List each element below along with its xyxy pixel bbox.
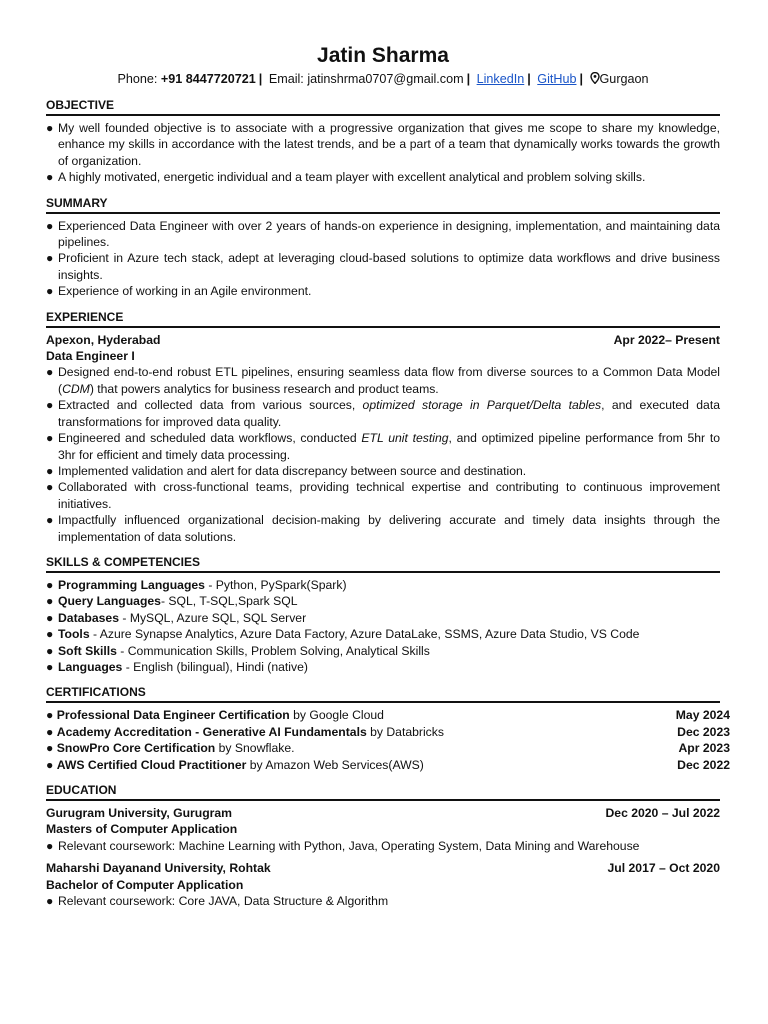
certification-name: AWS Certified Cloud Practitioner: [56, 757, 247, 772]
bullet: ●: [46, 741, 54, 756]
item-emphasis: ETL unit testing: [361, 431, 449, 446]
skill-item: [46, 626, 720, 642]
skill-text: - Python, PySpark(Spark): [204, 577, 347, 592]
coursework: Relevant coursework: Machine Learning with Python, Java, Operating System, Data Mining and Warehouse: [58, 838, 640, 853]
candidate-name: Jatin Sharma: [317, 44, 449, 67]
school: Maharshi Dayanand University, Rohtak: [46, 861, 271, 876]
section-title: OBJECTIVE: [46, 98, 720, 116]
email-address: jatinshrma0707@gmail.com: [307, 72, 464, 86]
item-text: , and optimized pipeline performance from 5hr to 3hr for efficient and timely data processing.: [58, 431, 720, 462]
item-text: , and executed data transformations for improved data quality.: [58, 398, 720, 429]
skill-item: [46, 643, 720, 659]
bullet: ●: [46, 463, 54, 478]
list-item: [46, 463, 720, 479]
list-item: [46, 397, 720, 430]
item-text: Collaborated with cross-functional teams, providing technical expertise and contributing to continuous improvement initiatives.: [58, 480, 720, 511]
item-text: Designed end-to-end robust ETL pipelines, ensuring seamless data flow from diverse sources to a Common Data Model (: [58, 365, 720, 396]
list-item: [46, 479, 720, 512]
separator: |: [579, 72, 584, 86]
skill-item: [46, 610, 720, 626]
resume-page: [46, 42, 730, 909]
bullet: ●: [46, 480, 54, 495]
certification-issuer: by Databricks: [366, 724, 444, 739]
github-link[interactable]: GitHub: [537, 72, 577, 86]
company: Apexon, Hyderabad: [46, 332, 161, 347]
certification-date: Apr 2023: [678, 741, 730, 756]
education-header: [46, 805, 720, 821]
separator: |: [466, 72, 471, 86]
item-emphasis: CDM: [62, 381, 90, 396]
objective-section: [46, 98, 720, 186]
job-role: Data Engineer I: [46, 349, 135, 364]
skill-label: Query Languages: [58, 594, 161, 609]
bullet: ●: [46, 643, 54, 658]
education-section: [46, 783, 720, 909]
experience-section: [46, 310, 720, 545]
location-pin-icon: [590, 72, 600, 84]
bullet: ●: [46, 251, 54, 266]
list-item: [46, 250, 720, 283]
list-item: [46, 893, 720, 909]
section-title: EDUCATION: [46, 783, 720, 801]
item-emphasis: optimized storage in Parquet/Delta tables: [362, 398, 602, 413]
bullet: ●: [46, 757, 54, 772]
bullet: ●: [46, 838, 54, 853]
certification-issuer: by Google Cloud: [289, 708, 384, 723]
certification-date: Dec 2023: [677, 724, 730, 739]
certification-name: SnowPro Core Certification: [56, 741, 216, 756]
bullet: ●: [46, 218, 54, 233]
degree: Bachelor of Computer Application: [46, 877, 244, 892]
certification-row: [46, 740, 730, 756]
item-text: Experienced Data Engineer with over 2 years of hands-on experience in designing, implementation, and maintaining data pipelines.: [58, 218, 720, 250]
list-item: [46, 283, 720, 299]
bullet: ●: [46, 724, 54, 739]
phone-number: +91 8447720721: [160, 72, 256, 86]
section-title: SUMMARY: [46, 196, 720, 214]
list-item: [46, 430, 720, 463]
item-text: Extracted and collected data from various sources,: [58, 398, 363, 413]
certification-issuer: by Amazon Web Services(AWS): [246, 757, 424, 772]
job-header: [46, 332, 720, 348]
certification-list: [46, 707, 730, 773]
bullet: ●: [46, 398, 54, 413]
bullet: ●: [46, 594, 54, 609]
list-item: [46, 838, 720, 854]
bullet: ●: [46, 708, 54, 723]
bullet: ●: [46, 894, 54, 909]
linkedin-link[interactable]: LinkedIn: [476, 72, 525, 86]
coursework: Relevant coursework: Core JAVA, Data Structure & Algorithm: [58, 894, 389, 909]
section-title: CERTIFICATIONS: [46, 685, 720, 703]
skill-item: [46, 593, 720, 609]
skill-text: - Communication Skills, Problem Solving, Analytical Skills: [116, 643, 430, 658]
skill-label: Soft Skills: [58, 643, 117, 658]
skill-text: - English (bilingual), Hindi (native): [122, 659, 308, 674]
item-text: Experience of working in an Agile environment.: [58, 284, 312, 299]
contact-line: [46, 71, 720, 88]
item-text: A highly motivated, energetic individual and a team player with excellent analytical and problem solving skills.: [58, 170, 646, 185]
degree: Masters of Computer Application: [46, 822, 238, 837]
item-text: ) that powers analytics for business research and product teams.: [89, 381, 439, 396]
item-text: Proficient in Azure tech stack, adept at leveraging cloud-based solutions to optimize data workflows and drive business insights.: [58, 251, 720, 282]
certifications-section: [46, 685, 730, 773]
skill-label: Databases: [58, 610, 119, 625]
item-text: Implemented validation and alert for data discrepancy between source and destination.: [58, 463, 527, 478]
item-text: Engineered and scheduled data workflows, conducted: [58, 431, 362, 446]
bullet: ●: [46, 659, 54, 674]
skill-label: Languages: [58, 659, 123, 674]
separator: |: [527, 72, 531, 86]
list-item: [46, 364, 720, 397]
bullet: ●: [46, 577, 54, 592]
skill-item: [46, 577, 720, 593]
skill-label: Programming Languages: [58, 577, 205, 592]
skill-label: Tools: [58, 627, 90, 642]
list-item: [46, 512, 720, 545]
education-dates: Jul 2017 – Oct 2020: [607, 861, 720, 876]
certification-name: Academy Accreditation - Generative AI Fundamentals: [56, 724, 367, 739]
certification-name: Professional Data Engineer Certification: [56, 708, 290, 723]
skill-text: - MySQL, Azure SQL, SQL Server: [118, 610, 307, 625]
education-dates: Dec 2020 – Jul 2022: [605, 806, 720, 820]
certification-date: May 2024: [675, 708, 730, 723]
skill-item: [46, 659, 720, 675]
skill-text: - Azure Synapse Analytics, Azure Data Factory, Azure DataLake, SSMS, Azure Data Studio, VS Code: [89, 627, 640, 642]
certification-row: [46, 757, 730, 773]
phone-label: Phone:: [117, 72, 161, 86]
certification-row: [46, 707, 730, 723]
skill-text: - SQL, T-SQL,Spark SQL: [160, 594, 298, 609]
list-item: [46, 218, 720, 251]
certification-date: Dec 2022: [677, 757, 730, 772]
separator: |: [258, 72, 263, 86]
bullet: ●: [46, 513, 54, 528]
bullet: ●: [46, 170, 54, 185]
education-header: [46, 860, 720, 876]
bullet: ●: [46, 627, 54, 642]
bullet: ●: [46, 365, 54, 380]
bullet: ●: [46, 284, 54, 299]
bullet: ●: [46, 610, 54, 625]
section-title: EXPERIENCE: [46, 310, 720, 328]
item-text: Impactfully influenced organizational decision-making by delivering accurate and timely data insights through the implementation of data solutions.: [58, 513, 720, 544]
location: Gurgaon: [599, 72, 649, 86]
list-item: [46, 169, 720, 185]
item-text: My well founded objective is to associate with a progressive organization that gives me scope to share my knowledge, enhance my skills in accordance with the latest trends, and be a part of a team that dynamically works towards the growth of organization.: [58, 121, 720, 168]
skills-section: [46, 555, 720, 675]
list-item: [46, 120, 720, 169]
certification-issuer: by Snowflake.: [215, 741, 295, 756]
school: Gurugram University, Gurugram: [46, 806, 233, 820]
certification-row: [46, 724, 730, 740]
job-dates: Apr 2022– Present: [613, 332, 720, 347]
bullet: ●: [46, 431, 54, 446]
email-label: Email:: [268, 72, 308, 86]
bullet: ●: [46, 121, 54, 135]
section-title: SKILLS & COMPETENCIES: [46, 555, 720, 573]
summary-section: [46, 196, 720, 300]
